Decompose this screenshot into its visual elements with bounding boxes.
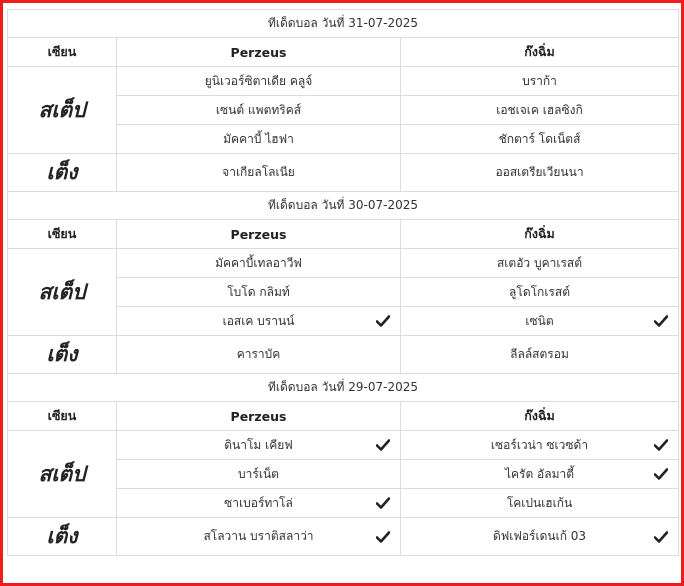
check-icon — [654, 531, 668, 543]
team-pick-b-label: เซนิต — [525, 313, 554, 328]
column-header-tipster-a: Perzeus — [117, 220, 401, 249]
check-icon — [376, 439, 390, 451]
team-pick-b-label: ไครัต อัลมาตี้ — [504, 466, 575, 481]
step-label: สเต็ป — [8, 431, 117, 518]
teng-row — [8, 336, 679, 374]
team-pick-b-label: ชักตาร์ โดเน็ตส์ — [498, 131, 581, 146]
check-icon — [376, 497, 390, 509]
column-header-tipster-a: Perzeus — [117, 402, 401, 431]
team-pick-b — [401, 431, 679, 460]
teng-pick-a — [117, 336, 401, 374]
header-row — [8, 220, 679, 249]
teng-pick-b-label: ดิฟเฟอร์เดนเก้ 03 — [492, 529, 587, 543]
teng-pick-b — [401, 518, 679, 556]
team-pick-b-label: เซอร์เวน่า ซเวซด้า — [490, 437, 589, 452]
teng-pick-a-label: จาเกียลโลเนีย — [222, 165, 295, 179]
team-pick-a — [117, 249, 401, 278]
team-pick-b — [401, 249, 679, 278]
team-pick-a-label: มัคคาบี้ ไฮฟา — [223, 131, 294, 146]
step-row — [8, 431, 679, 460]
step-row — [8, 249, 679, 278]
team-pick-a-label: มัคคาบี้เทลอาวีฟ — [215, 255, 302, 270]
column-header-expert: เซียน — [8, 402, 117, 431]
step-row — [8, 67, 679, 96]
team-pick-b — [401, 460, 679, 489]
team-pick-a-label: ดินาโม เคียฟ — [224, 437, 293, 452]
team-pick-b-label: บราก้า — [522, 73, 557, 88]
check-icon — [376, 531, 390, 543]
team-pick-a-label: ซาเบอร์ทาโล่ — [224, 495, 293, 510]
teng-label: เต็ง — [8, 154, 117, 192]
team-pick-b-label: เอชเจเค เฮลซิงกิ — [496, 102, 583, 117]
check-icon — [654, 468, 668, 480]
teng-label: เต็ง — [8, 518, 117, 556]
team-pick-b — [401, 489, 679, 518]
team-pick-a — [117, 431, 401, 460]
date-title: ทีเด็ดบอล วันที่ 29-07-2025 — [8, 374, 679, 402]
column-header-tipster-a: Perzeus — [117, 38, 401, 67]
team-pick-a — [117, 460, 401, 489]
check-icon — [654, 315, 668, 327]
step-label: สเต็ป — [8, 67, 117, 154]
team-pick-b — [401, 67, 679, 96]
teng-row — [8, 518, 679, 556]
column-header-tipster-b: ก๊งฉิ่ม — [401, 220, 679, 249]
team-pick-a — [117, 67, 401, 96]
team-pick-b-label: โคเปนเฮเก้น — [506, 495, 573, 510]
tips-table — [7, 9, 679, 556]
team-pick-a — [117, 489, 401, 518]
team-pick-a-label: โบโด กลิมท์ — [227, 284, 290, 299]
column-header-tipster-b: ก๊งฉิ่ม — [401, 402, 679, 431]
team-pick-b — [401, 307, 679, 336]
teng-pick-b-label: ออสเตรียเวียนนา — [495, 165, 584, 179]
date-row — [8, 192, 679, 220]
team-pick-b-label: ลูโดโกเรสต์ — [509, 284, 570, 299]
column-header-expert: เซียน — [8, 38, 117, 67]
team-pick-a — [117, 96, 401, 125]
team-pick-b-label: สเตอัว บูคาเรสต์ — [496, 255, 583, 270]
teng-pick-a — [117, 518, 401, 556]
teng-pick-a — [117, 154, 401, 192]
header-row — [8, 402, 679, 431]
team-pick-a — [117, 278, 401, 307]
team-pick-a — [117, 307, 401, 336]
teng-pick-b — [401, 336, 679, 374]
date-title: ทีเด็ดบอล วันที่ 30-07-2025 — [8, 192, 679, 220]
team-pick-a-label: เอสเค บรานน์ — [222, 313, 295, 328]
teng-pick-b-label: ลีลล์สตรอม — [510, 347, 569, 361]
column-header-expert: เซียน — [8, 220, 117, 249]
step-label: สเต็ป — [8, 249, 117, 336]
date-row — [8, 374, 679, 402]
date-title: ทีเด็ดบอล วันที่ 31-07-2025 — [8, 10, 679, 38]
team-pick-b — [401, 96, 679, 125]
team-pick-b — [401, 278, 679, 307]
team-pick-b — [401, 125, 679, 154]
column-header-tipster-b: ก๊งฉิ่ม — [401, 38, 679, 67]
date-row — [8, 10, 679, 38]
teng-label: เต็ง — [8, 336, 117, 374]
teng-pick-a-label: คาราบัค — [236, 347, 281, 361]
header-row — [8, 38, 679, 67]
teng-row — [8, 154, 679, 192]
teng-pick-b — [401, 154, 679, 192]
teng-pick-a-label: สโลวาน บราติสลาว่า — [203, 529, 314, 543]
team-pick-a-label: บาร์เน็ต — [238, 466, 279, 481]
check-icon — [654, 439, 668, 451]
check-icon — [376, 315, 390, 327]
team-pick-a-label: ยูนิเวอร์ซิตาเดีย คลูจ์ — [204, 73, 313, 88]
team-pick-a-label: เซนต์ แพตทริคส์ — [215, 102, 302, 117]
team-pick-a — [117, 125, 401, 154]
